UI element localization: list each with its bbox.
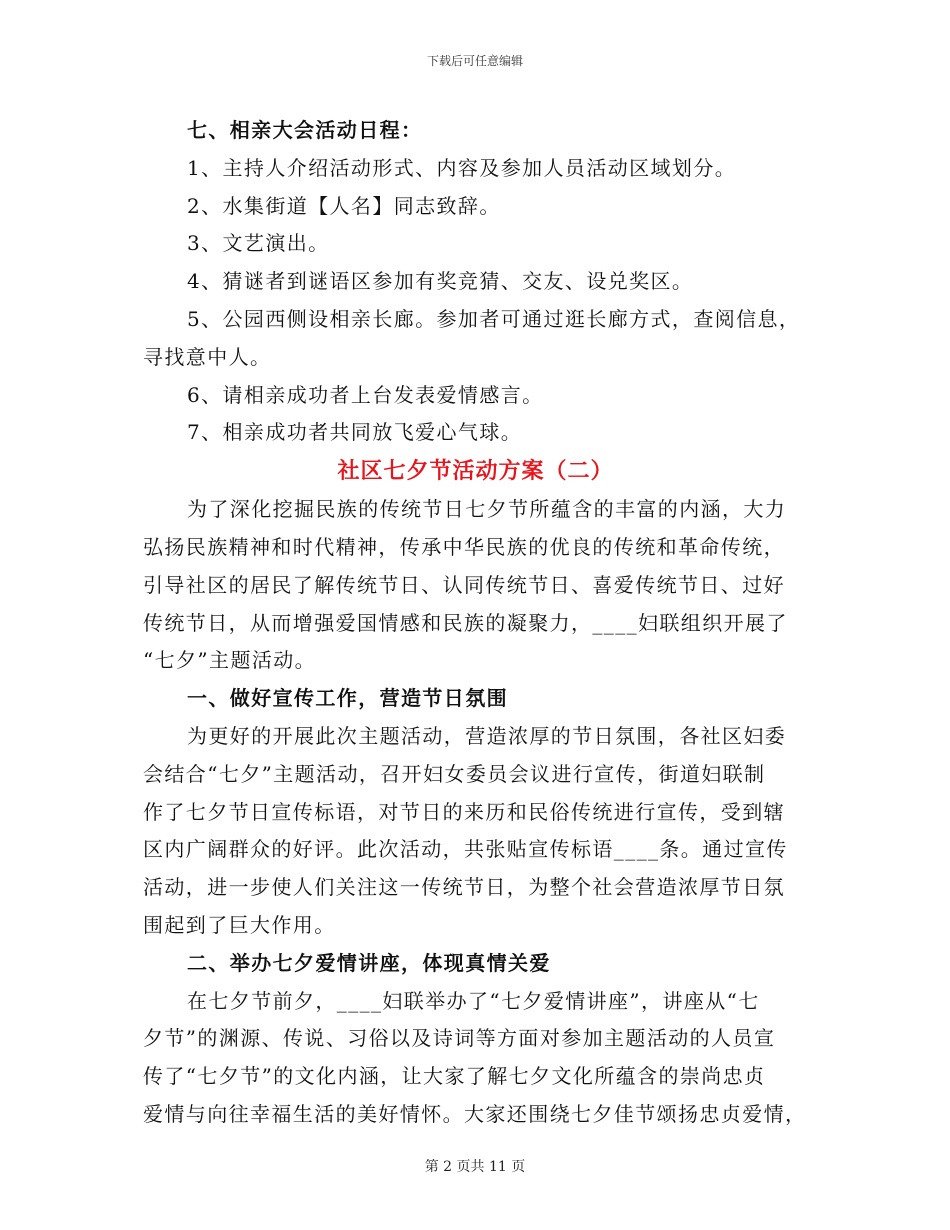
intro-line-5: “七夕”主题活动。 — [143, 648, 317, 673]
plan2-title: 社区七夕节活动方案（二） — [337, 458, 614, 485]
schedule-item-5-continued: 寻找意中人。 — [143, 344, 272, 369]
schedule-item-1: 1、主持人介绍活动形式、内容及参加人员活动区域划分。 — [187, 155, 737, 180]
schedule-item-7: 7、相亲成功者共同放飞爱心气球。 — [187, 420, 523, 445]
schedule-item-3: 3、文艺演出。 — [187, 231, 330, 256]
section1-line-6: 围起到了巨大作用。 — [143, 912, 336, 937]
section2-heading: 二、举办七夕爱情讲座，体现真情关爱 — [187, 950, 551, 975]
page-footer: 第 2 页共 11 页 — [424, 1159, 526, 1175]
intro-line-3: 引导社区的居民了解传统节日、认同传统节日、喜爱传统节日、过好 — [143, 572, 785, 597]
section2-line-1: 在七夕节前夕，____妇联举办了“七夕爱情讲座”，讲座从“七 — [187, 988, 760, 1013]
intro-line-4: 传统节日，从而增强爱国情感和民族的凝聚力，____妇联组织开展了 — [143, 610, 788, 635]
page-header: 下载后可任意编辑 — [426, 54, 523, 68]
section1-line-2: 会结合“七夕”主题活动，召开妇女委员会议进行宣传，街道妇联制 — [143, 761, 766, 786]
section1-heading: 一、做好宣传工作，营造节日氛围 — [187, 686, 508, 711]
section1-line-5: 活动，进一步使人们关注这一传统节日，为整个社会营造浓厚节日氛 — [143, 875, 785, 900]
section2-line-4: 爱情与向往幸福生活的美好情怀。大家还围绕七夕佳节颂扬忠贞爱情， — [143, 1101, 807, 1126]
schedule-item-4: 4、猜谜者到谜语区参加有奖竞猜、交友、设兑奖区。 — [187, 269, 694, 294]
intro-line-2: 弘扬民族精神和时代精神，传承中华民族的优良的传统和革命传统， — [143, 534, 785, 559]
schedule-item-2: 2、水集街道【人名】同志致辞。 — [187, 193, 501, 218]
section7-heading: 七、相亲大会活动日程： — [187, 118, 423, 142]
schedule-item-6: 6、请相亲成功者上台发表爱情感言。 — [187, 382, 544, 407]
document-body — [143, 112, 808, 1134]
schedule-item-5: 5、公园西侧设相亲长廊。参加者可通过逛长廊方式，查阅信息， — [187, 306, 801, 331]
section1-line-4: 区内广阔群众的好评。此次活动，共张贴宣传标语____条。通过宣传 — [143, 837, 788, 862]
section2-line-3: 传了“七夕节”的文化内涵，让大家了解七夕文化所蕴含的崇尚忠贞 — [143, 1064, 766, 1089]
section1-line-1: 为更好的开展此次主题活动，营造浓厚的节日氛围，各社区妇委 — [187, 723, 787, 748]
section1-line-3: 作了七夕节日宣传标语，对节日的来历和民俗传统进行宣传，受到辖 — [143, 799, 785, 824]
intro-line-1: 为了深化挖掘民族的传统节日七夕节所蕴含的丰富的内涵，大力 — [187, 497, 787, 522]
section2-line-2: 夕节”的渊源、传说、习俗以及诗词等方面对参加主题活动的人员宣 — [143, 1026, 776, 1051]
